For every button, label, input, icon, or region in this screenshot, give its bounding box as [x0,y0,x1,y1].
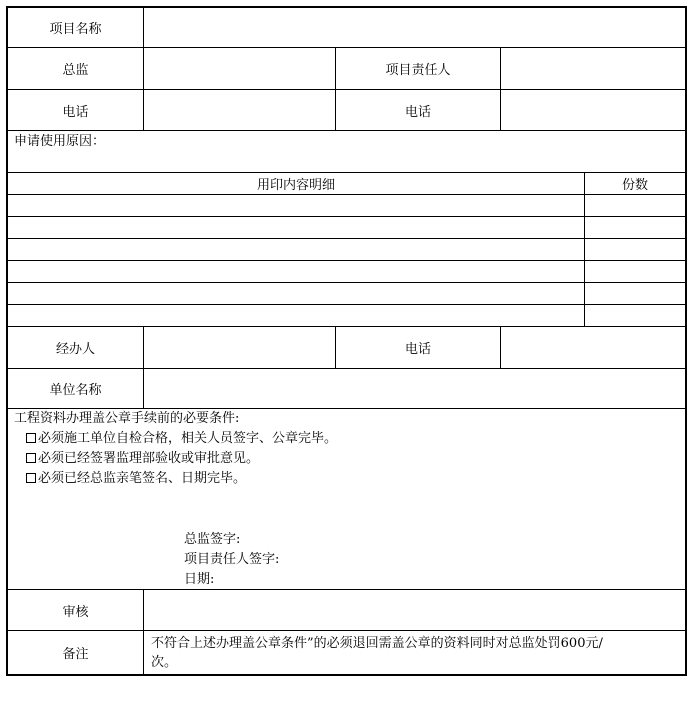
handler-label: 经办人 [55,342,95,357]
remarks-label: 备注 [62,647,89,662]
project-name-label: 项目名称 [49,22,102,37]
handler-phone-label: 电话 [404,342,431,357]
checkbox[interactable] [26,453,36,463]
condition-text: 必须已经签署监理部验收或审批意见。 [38,451,260,466]
details-header: 用印内容明细 [256,178,335,193]
condition-text: 必须已经总监亲笔签名、日期完毕。 [38,471,247,486]
date-label: 日期: [184,572,215,587]
remarks-line-1: 不符合上述办理盖公章条件”的必须退回需盖公章的资料同时对总监处罚600元/ [151,636,603,651]
supervisor-signature-label: 总监签字: [184,532,241,547]
supervisor-phone-label: 电话 [62,104,89,120]
handler-field[interactable] [144,327,335,368]
project-manager-field[interactable] [501,48,685,89]
checkbox[interactable] [26,433,36,443]
row-divider [8,408,685,409]
seal-application-form [6,6,687,676]
row-divider [8,130,685,131]
condition-text: 必须施工单位自检合格，相关人员签字、公章完毕。 [38,431,338,446]
supervisor-label: 总监 [62,63,89,78]
project-manager-label: 项目责任人 [385,63,451,78]
review-field[interactable] [144,590,685,630]
reason-label: 申请使用原因： [14,134,106,149]
remarks-line-2: 次。 [151,655,178,670]
manager-phone-field[interactable] [501,90,685,130]
manager-phone-label: 电话 [404,104,431,120]
unit-name-label: 单位名称 [49,383,102,398]
supervisor-phone-field[interactable] [144,90,335,130]
condition-item [26,431,337,447]
conditions-title: 工程资料办理盖公章手续前的必要条件: [14,411,240,426]
condition-item [26,451,259,467]
unit-name-field[interactable] [144,369,685,408]
copies-header: 份数 [621,178,648,193]
project-name-field[interactable] [144,8,685,47]
manager-signature-label: 项目责任人签字: [184,552,280,567]
checkbox[interactable] [26,473,36,483]
col-divider [584,172,585,326]
review-label: 审核 [62,604,89,620]
supervisor-field[interactable] [144,48,335,89]
handler-phone-field[interactable] [501,327,685,368]
condition-item [26,471,246,487]
